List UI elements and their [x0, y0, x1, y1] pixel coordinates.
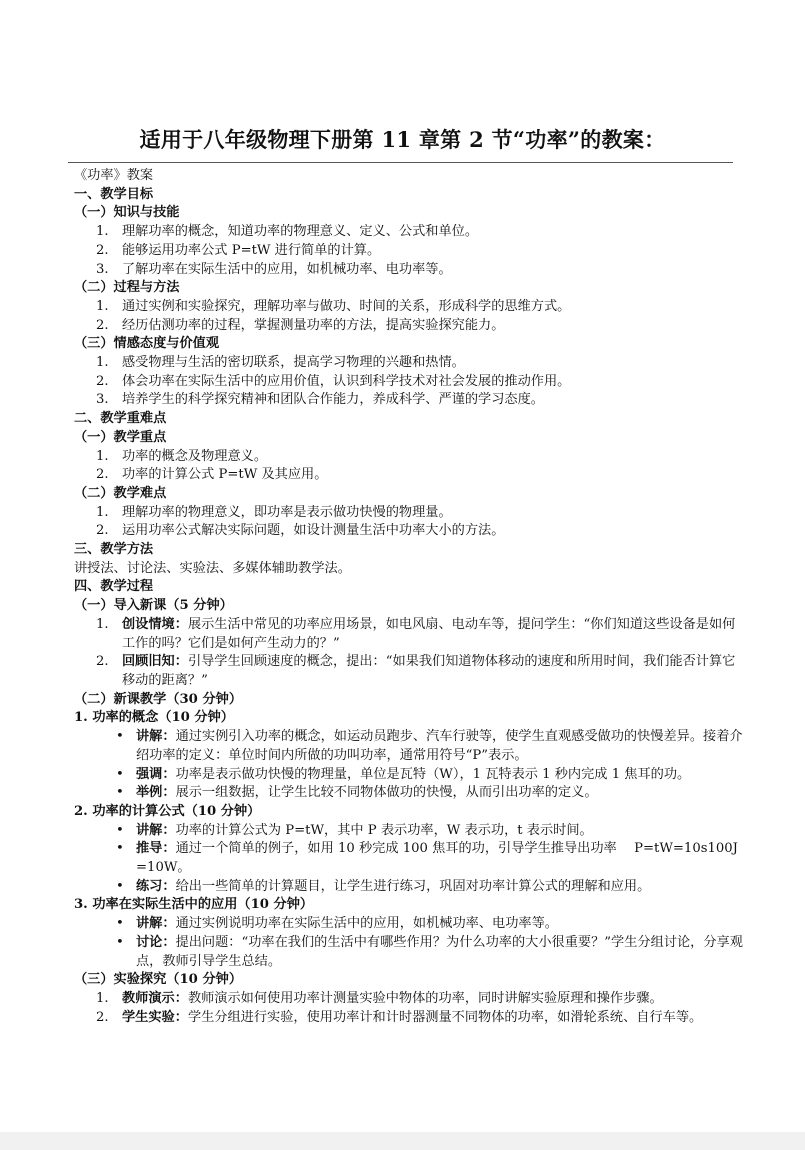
document-title: 适用于八年级物理下册第 11 章第 2 节“功率”的教案： [139, 127, 666, 152]
numbered-item [74, 504, 744, 523]
item-text [122, 391, 744, 410]
item-body: 运用功率公式解决实际问题，如设计测量生活中功率大小的方法。 [122, 523, 505, 539]
item-keyword: 讨论： [136, 934, 176, 950]
item-body: 展示生活中常见的功率应用场景，如电风扇、电动车等，提问学生：“你们知道这些设备是如何工作的吗？它们是如何产生动力的？” [122, 616, 736, 651]
item-keyword: 回顾旧知： [122, 654, 188, 670]
item-keyword: 讲解： [136, 822, 176, 838]
item-number: 1. [96, 990, 109, 1006]
bullet-item [74, 822, 744, 841]
item-text [136, 840, 744, 877]
item-body: 通过实例引入功率的概念，如运动员跑步、汽车行驶等，使学生直观感受做功的快慢差异。接着介绍功率的定义：单位时间内所做的功叫功率，通常用符号“P”表示。 [136, 729, 743, 763]
item-text [122, 317, 744, 336]
item-text [136, 822, 744, 841]
item-body: 教师演示如何使用功率计测量实验中物体的功率，同时讲解实验原理和操作步骤。 [187, 990, 663, 1006]
item-number: 2. [96, 523, 109, 539]
item-body: 感受物理与生活的密切联系，提高学习物理的兴趣和热情。 [122, 355, 465, 371]
bullet-item [74, 728, 744, 765]
item-body: 了解功率在实际生活中的应用，如机械功率、电功率等。 [122, 261, 452, 277]
item-keyword: 讲解： [136, 916, 176, 932]
section-heading: 3. 功率在实际生活中的应用（10 分钟） [74, 897, 314, 913]
item-keyword: 讲解： [136, 729, 176, 745]
item-keyword: 练习： [136, 878, 176, 894]
item-body: 学生分组进行实验，使用功率计和计时器测量不同物体的功率，如滑轮系统、自行车等。 [187, 1009, 703, 1025]
item-text [136, 728, 744, 765]
item-body: 通过一个简单的例子，如用 10 秒完成 100 焦耳的功，引导学生推导出功率 P=tW=10s100J =10W。 [136, 841, 738, 876]
item-keyword: 创设情境： [122, 616, 188, 632]
numbered-item [74, 373, 744, 392]
item-body: 体会功率在实际生活中的应用价值，认识到科学技术对社会发展的推动作用。 [122, 373, 571, 389]
numbered-item [74, 261, 744, 280]
title-divider [68, 162, 733, 163]
item-text [136, 934, 744, 971]
section-heading: 1. 功率的概念（10 分钟） [74, 710, 234, 726]
item-number: 2. [96, 317, 109, 333]
section-heading: 2. 功率的计算公式（10 分钟） [74, 803, 261, 819]
numbered-item [74, 1009, 744, 1028]
item-text [122, 373, 744, 392]
section-heading: （三）实验探究（10 分钟） [74, 972, 243, 988]
item-number: 1. [96, 448, 109, 464]
section-heading: （一）教学重点 [74, 429, 167, 445]
document-body [74, 167, 744, 1027]
item-body: 功率的概念及物理意义。 [122, 448, 268, 464]
bullet-item [74, 915, 744, 934]
item-keyword: 学生实验： [122, 1009, 188, 1025]
bullet-item [74, 766, 744, 785]
item-body: 培养学生的科学探究精神和团队合作能力，养成科学、严谨的学习态度。 [122, 392, 544, 408]
item-number: 2. [96, 373, 109, 389]
numbered-item [74, 990, 744, 1009]
bullet-icon: • [116, 729, 124, 745]
bullet-icon: • [116, 785, 124, 801]
item-body: 提出问题：“功率在我们的生活中有哪些作用？为什么功率的大小很重要？”学生分组讨论，分享观点，教师引导学生总结。 [136, 934, 743, 969]
item-body: 功率是表示做功快慢的物理量，单位是瓦特（W），1 瓦特表示 1 秒内完成 1 焦耳的功。 [175, 766, 691, 782]
item-text [122, 522, 744, 541]
item-text [122, 1009, 744, 1028]
bullet-item [74, 784, 744, 803]
numbered-item [74, 466, 744, 485]
item-body: 功率的计算公式 P=tW 及其应用。 [122, 467, 328, 483]
section-heading: 一、教学目标 [74, 186, 154, 202]
bullet-item [74, 878, 744, 897]
bullet-icon: • [116, 766, 124, 782]
bullet-item [74, 934, 744, 971]
item-number: 1. [96, 224, 109, 240]
item-text [136, 766, 744, 785]
numbered-item [74, 223, 744, 242]
item-text [122, 298, 744, 317]
item-body: 引导学生回顾速度的概念，提出：“如果我们知道物体移动的速度和所用时间，我们能否计算它移动的距离？” [122, 654, 736, 688]
section-heading: （二）新课教学（30 分钟） [74, 691, 243, 707]
numbered-item [74, 448, 744, 467]
item-text [136, 915, 744, 934]
item-body: 经历估测功率的过程，掌握测量功率的方法，提高实验探究能力。 [122, 317, 505, 333]
section-heading: （一）导入新课（5 分钟） [74, 598, 233, 614]
item-body: 通过实例说明功率在实际生活中的应用，如机械功率、电功率等。 [175, 916, 558, 932]
section-heading: （二）教学难点 [74, 485, 167, 501]
item-keyword: 举例： [136, 785, 176, 801]
item-number: 1. [96, 616, 109, 632]
numbered-item [74, 298, 744, 317]
item-number: 1. [96, 504, 109, 520]
item-body: 能够运用功率公式 P=tW 进行简单的计算。 [122, 242, 381, 258]
item-body: 展示一组数据，让学生比较不同物体做功的快慢，从而引出功率的定义。 [175, 785, 598, 801]
numbered-item [74, 616, 744, 653]
item-number: 3. [96, 261, 109, 277]
item-body: 给出一些简单的计算题目，让学生进行练习，巩固对功率计算公式的理解和应用。 [175, 878, 651, 894]
item-text [122, 448, 744, 467]
item-text [122, 261, 744, 280]
item-text [122, 354, 744, 373]
numbered-item [74, 653, 744, 690]
numbered-item [74, 354, 744, 373]
item-body: 理解功率的物理意义，即功率是表示做功快慢的物理量。 [122, 504, 452, 520]
item-number: 2. [96, 242, 109, 258]
bullet-item [74, 840, 744, 877]
item-text [136, 878, 744, 897]
section-heading: 四、教学过程 [74, 579, 154, 595]
item-text [122, 242, 744, 261]
item-number: 1. [96, 355, 109, 371]
bullet-icon: • [116, 916, 124, 932]
item-body: 通过实例和实验探究，理解功率与做功、时间的关系，形成科学的思维方式。 [122, 298, 571, 314]
numbered-item [74, 391, 744, 410]
item-text [122, 616, 744, 653]
bullet-icon: • [116, 934, 124, 950]
section-heading: （一）知识与技能 [74, 205, 180, 221]
item-number: 3. [96, 392, 109, 408]
item-text [122, 504, 744, 523]
item-text [122, 466, 744, 485]
item-text [122, 223, 744, 242]
item-body: 理解功率的概念，知道功率的物理意义、定义、公式和单位。 [122, 224, 479, 240]
numbered-item [74, 317, 744, 336]
item-text [136, 784, 744, 803]
item-number: 1. [96, 298, 109, 314]
item-number: 2. [96, 1009, 109, 1025]
item-keyword: 推导： [136, 841, 176, 857]
section-heading: （三）情感态度与价值观 [74, 336, 220, 352]
item-keyword: 教师演示： [122, 990, 188, 1006]
item-text [122, 990, 744, 1009]
bullet-icon: • [116, 822, 124, 838]
numbered-item [74, 522, 744, 541]
paragraph-text: 《功率》教案 [74, 168, 154, 183]
bullet-icon: • [116, 841, 124, 857]
section-heading: 二、教学重难点 [74, 411, 167, 427]
item-body: 功率的计算公式为 P=tW，其中 P 表示功率，W 表示功，t 表示时间。 [175, 822, 593, 838]
paragraph-text: 讲授法、讨论法、实验法、多媒体辅助教学法。 [74, 560, 351, 576]
bullet-icon: • [116, 878, 124, 894]
section-heading: 三、教学方法 [74, 542, 154, 558]
item-keyword: 强调： [136, 766, 176, 782]
item-text [122, 653, 744, 690]
item-number: 2. [96, 467, 109, 483]
numbered-item [74, 242, 744, 261]
section-heading: （二）过程与方法 [74, 280, 180, 296]
item-number: 2. [96, 654, 109, 670]
